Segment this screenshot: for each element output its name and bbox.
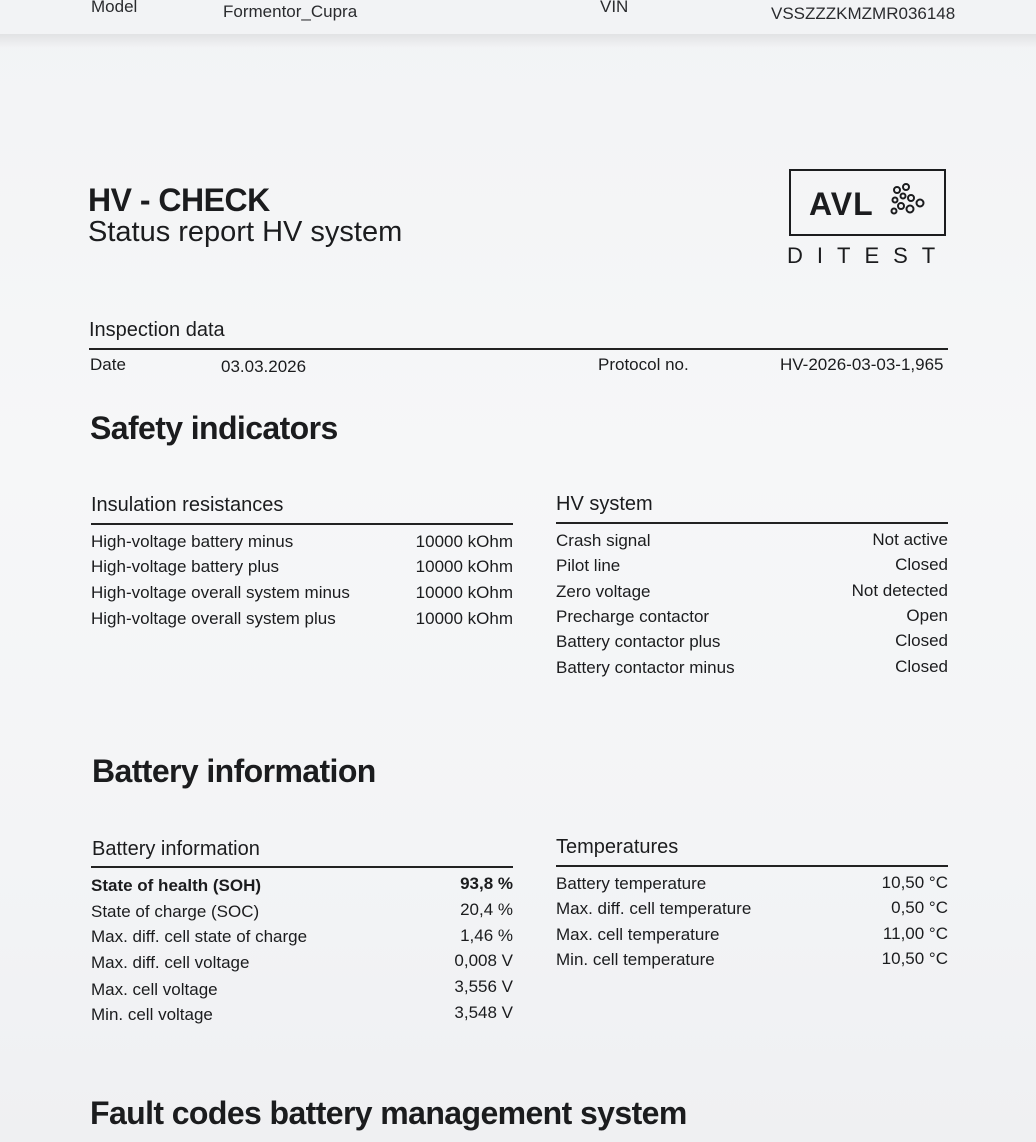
insulation-heading: Insulation resistances <box>91 494 284 516</box>
protocol-label: Protocol no. <box>598 355 689 374</box>
hv-system-rule <box>556 522 948 524</box>
battery-info-heading: Battery information <box>92 838 260 860</box>
table-row-label: Crash signal <box>556 531 651 550</box>
table-row-label: Pilot line <box>556 556 621 575</box>
report-title: HV - CHECK <box>88 182 270 218</box>
table-row-value: Closed <box>895 657 948 676</box>
table-row-label: High-voltage battery minus <box>91 532 294 551</box>
insulation-rule <box>91 523 513 525</box>
table-row-label: Battery contactor minus <box>556 658 735 677</box>
inspection-heading: Inspection data <box>89 319 225 341</box>
battery-heading: Battery information <box>92 753 376 789</box>
vin-value: VSSZZZKMZMR036148 <box>771 4 956 23</box>
vin-label: VIN <box>600 0 629 16</box>
protocol-value: HV-2026-03-03-1,965 <box>780 355 944 374</box>
table-row-label: Max. diff. cell voltage <box>91 953 250 972</box>
table-row-value: 10000 kOhm <box>415 583 513 602</box>
table-row-label: State of charge (SOC) <box>91 902 260 921</box>
table-row-value: 0,008 V <box>454 951 513 970</box>
table-row-value: Not active <box>872 530 948 549</box>
table-row-label: Battery temperature <box>556 874 707 893</box>
table-row-value: 3,548 V <box>454 1003 513 1022</box>
table-row-label: State of health (SOH) <box>91 876 262 895</box>
avl-logo <box>789 169 946 236</box>
table-row-label: Max. diff. cell state of charge <box>91 927 308 946</box>
table-row-label: Min. cell temperature <box>556 950 715 969</box>
table-row-label: High-voltage overall system minus <box>91 583 350 602</box>
page-edge-shadow <box>0 34 1036 48</box>
table-row-value: Closed <box>895 555 948 574</box>
table-row-value: 10,50 °C <box>881 873 948 892</box>
table-row-label: Battery contactor plus <box>556 632 721 651</box>
temperatures-rule <box>556 865 948 867</box>
logo-dots-icon <box>889 181 933 225</box>
table-row-value: 10000 kOhm <box>415 557 513 576</box>
hv-system-heading: HV system <box>556 493 653 515</box>
table-row-value: 10000 kOhm <box>415 609 513 628</box>
temperatures-heading: Temperatures <box>556 836 679 858</box>
table-row-label: High-voltage battery plus <box>91 557 280 576</box>
table-row-value: 3,556 V <box>454 977 513 996</box>
model-value: Formentor_Cupra <box>223 2 358 21</box>
table-row-label: Zero voltage <box>556 582 651 601</box>
table-row-value: 93,8 % <box>460 874 513 893</box>
table-row-value: 11,00 °C <box>882 924 948 943</box>
fault-codes-heading: Fault codes battery management system <box>90 1095 687 1131</box>
logo-brand: AVL <box>809 186 874 222</box>
battery-info-rule <box>91 866 513 868</box>
table-row-value: 10,50 °C <box>881 949 948 968</box>
date-label: Date <box>90 355 126 374</box>
table-row-value: 0,50 °C <box>891 898 948 917</box>
safety-heading: Safety indicators <box>90 410 338 446</box>
table-row-value: 1,46 % <box>460 926 513 945</box>
table-row-value: Closed <box>895 631 948 650</box>
table-row-label: Max. cell temperature <box>556 925 720 944</box>
table-row-value: 10000 kOhm <box>415 532 513 551</box>
table-row-label: High-voltage overall system plus <box>91 609 336 628</box>
table-row-value: Open <box>906 606 948 625</box>
model-label: Model <box>91 0 138 16</box>
table-row-label: Max. cell voltage <box>91 980 218 999</box>
table-row-value: 20,4 % <box>460 900 513 919</box>
table-row-label: Precharge contactor <box>556 607 710 626</box>
date-value: 03.03.2026 <box>221 357 307 376</box>
table-row-value: Not detected <box>851 581 948 600</box>
table-row-label: Max. diff. cell temperature <box>556 899 752 918</box>
table-row-label: Min. cell voltage <box>91 1005 213 1024</box>
logo-subtitle: DITEST <box>787 243 950 268</box>
inspection-rule <box>89 348 948 350</box>
report-subtitle: Status report HV system <box>88 216 403 248</box>
